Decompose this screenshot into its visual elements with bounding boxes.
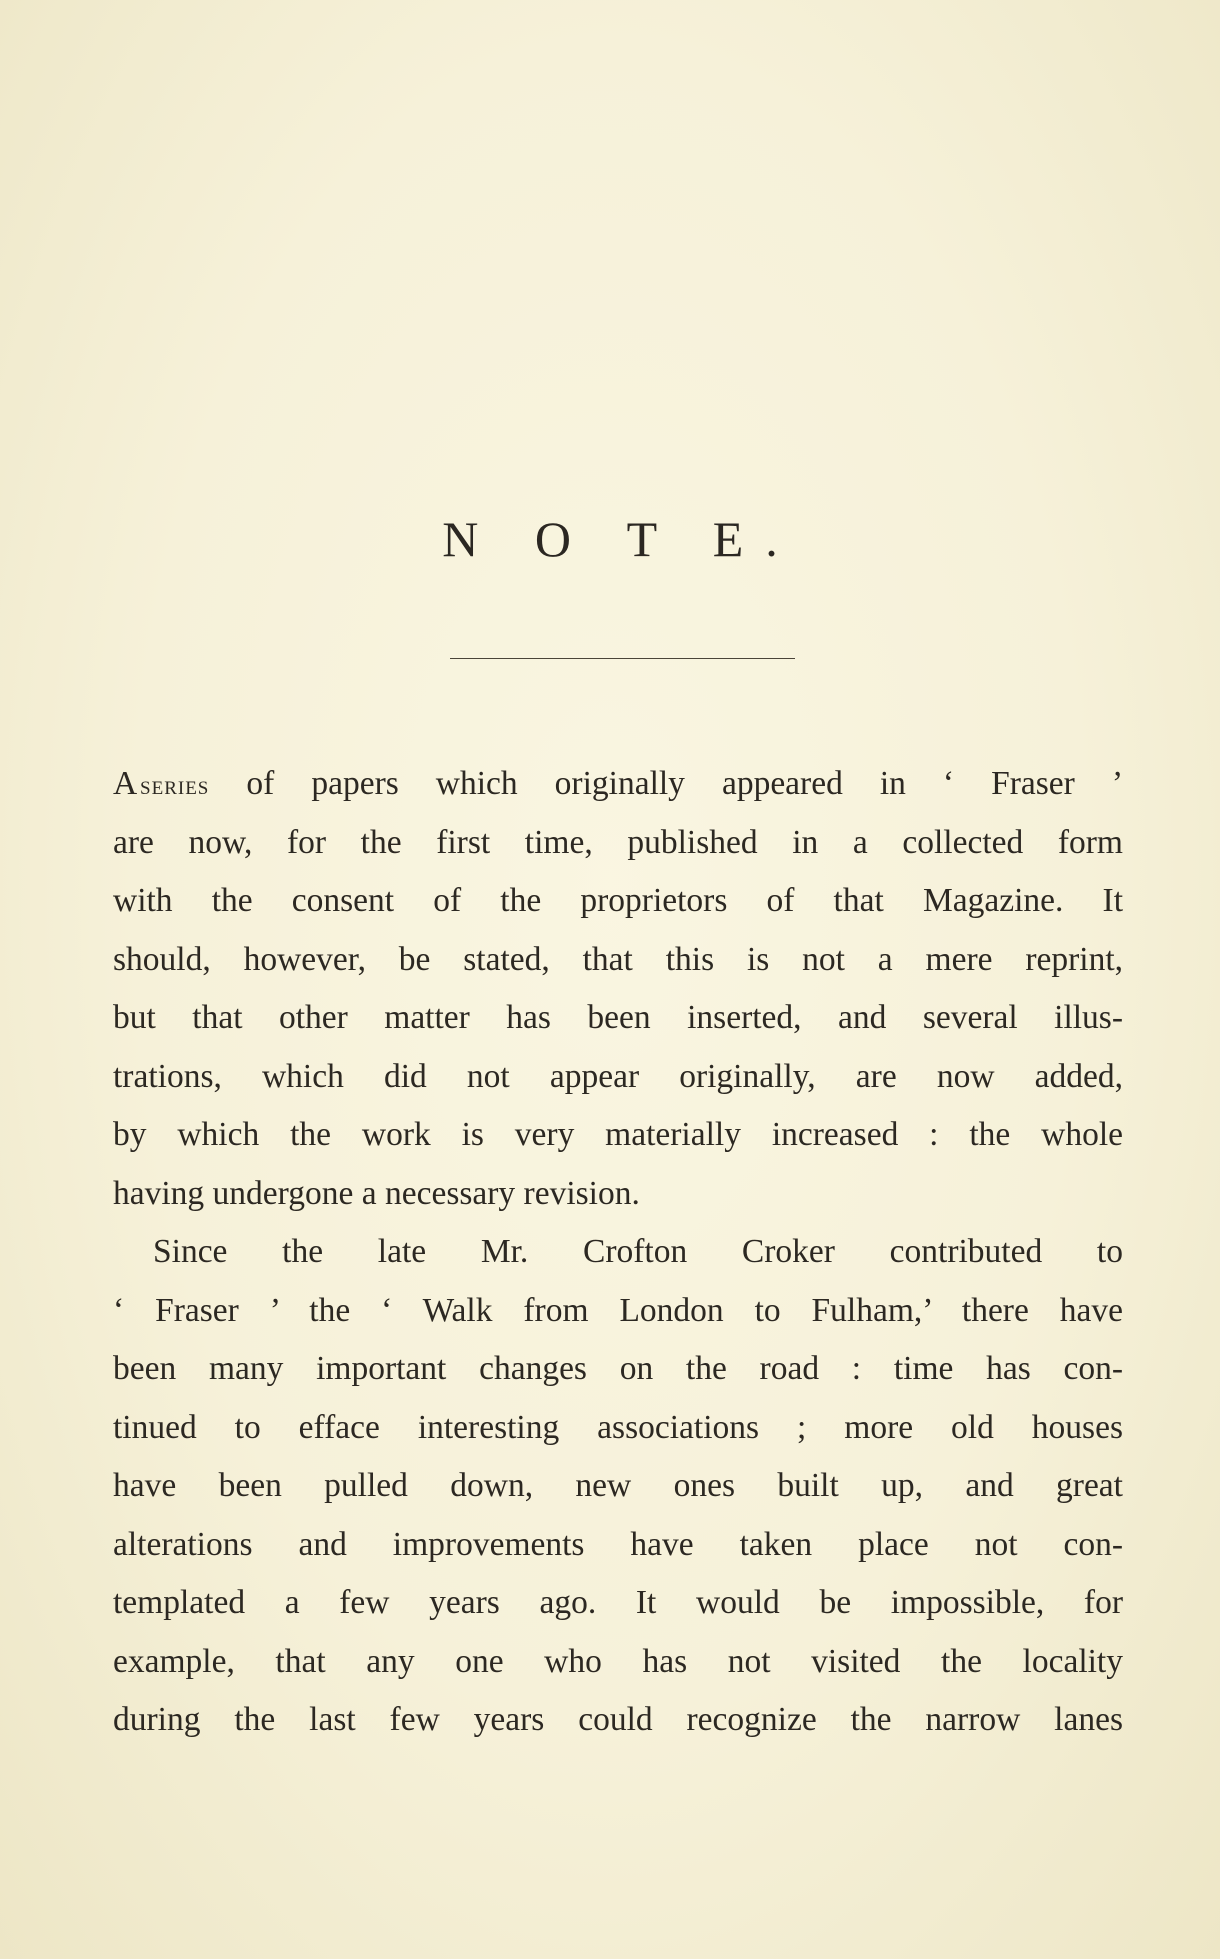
paragraph-2-line: ‘ Fraser ’ the ‘ Walk from London to Fulham,’ there have: [113, 1291, 1123, 1329]
paragraph-2-line: Since the late Mr. Crofton Croker contributed to: [153, 1233, 1123, 1270]
paragraph-2-line: during the last few years could recognize the narrow lanes: [113, 1701, 1123, 1738]
paragraph-2-line: templated a few years ago. It would be impossible, for: [113, 1584, 1123, 1621]
paragraph-1-line: with the consent of the proprietors of that Magazine. It: [113, 882, 1123, 919]
paragraph-2-line: been many important changes on the road : time has con-: [113, 1350, 1123, 1387]
paragraph-1-line: by which the work is very materially increased : the whole: [113, 1116, 1123, 1153]
paragraph-1-line: but that other matter has been inserted, and several illus-: [113, 999, 1123, 1036]
paragraph-1-line: are now, for the first time, published in a collected form: [113, 823, 1123, 861]
paragraph-1-line: A series of papers which originally appeared in ‘ Fraser ’: [113, 765, 1123, 802]
paragraph-2-line: have been pulled down, new ones built up, and great: [113, 1467, 1123, 1504]
paragraph-2-line: alterations and improvements have taken place not con-: [113, 1525, 1123, 1563]
heading-divider: [450, 658, 795, 659]
paragraph-2-line: tinued to efface interesting associations ; more old houses: [113, 1408, 1123, 1446]
paragraph-2-line: example, that any one who has not visited the locality: [113, 1642, 1123, 1680]
small-caps-lead: series: [140, 770, 210, 800]
paragraph-1-line: having undergone a necessary revision.: [113, 1174, 640, 1212]
drop-initial: A: [113, 765, 138, 802]
paragraph-1-line: should, however, be stated, that this is not a mere reprint,: [113, 940, 1123, 978]
body-text: [113, 755, 1123, 1750]
paragraph-1-line: trations, which did not appear originally, are now added,: [113, 1057, 1123, 1095]
page-heading: N O T E.: [442, 511, 800, 567]
